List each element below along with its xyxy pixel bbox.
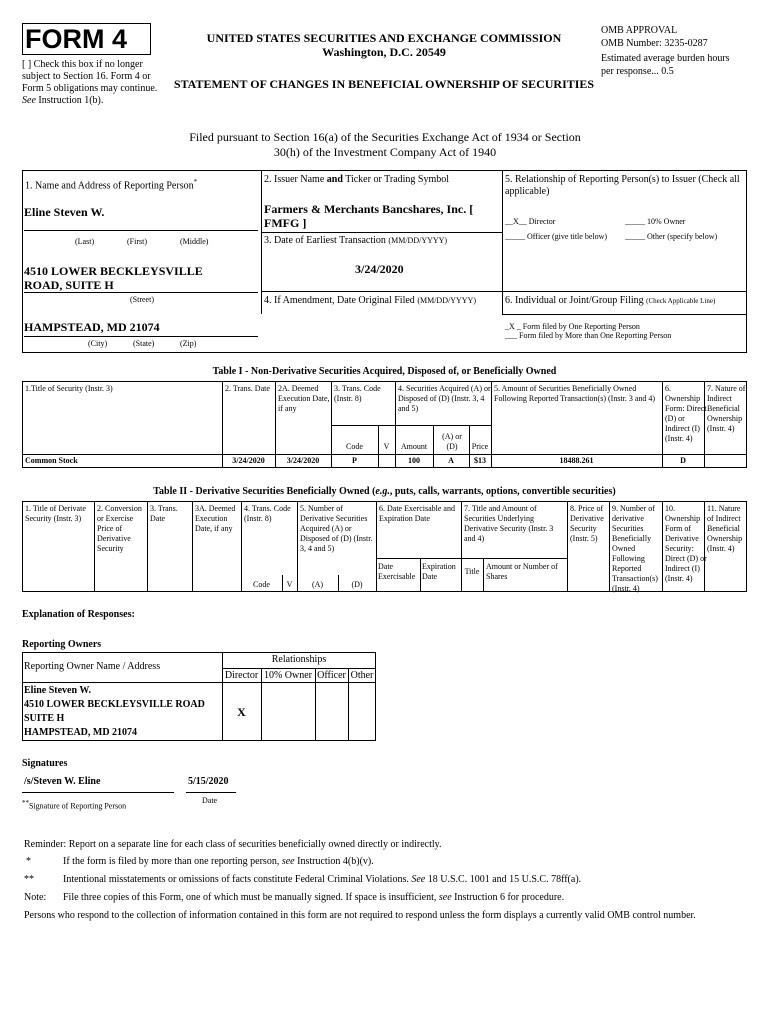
filing-one-person: _X _ Form filed by One Reporting Person <box>505 322 640 331</box>
t2-col-number-owned: 9. Number of derivative Securities Beneficially Owned Following Reported Transaction(s) (Instr. 4) <box>612 504 658 593</box>
reporting-person-street: 4510 LOWER BECKLEYSVILLE ROAD, SUITE H <box>24 264 203 292</box>
t2-sub-d: (D) <box>351 580 363 589</box>
t1-row-code: P <box>352 456 357 465</box>
t1-row-ownership-form: D <box>680 456 686 465</box>
ro-col-ten-pct: 10% Owner <box>263 670 313 681</box>
ro-owner-address-3: HAMPSTEAD, MD 21074 <box>24 727 138 738</box>
t1-col-amount-owned: 5. Amount of Securities Beneficially Owned Following Reported Transaction(s) (Instr. 3 and 4) <box>494 384 656 403</box>
t2-col-trans-date: 3. Trans. Date <box>150 504 178 523</box>
t2-col-price: 8. Price of Derivative Security (Instr. 5) <box>570 504 604 543</box>
t1-row-title: Common Stock <box>25 456 78 465</box>
t1-row-deemed-date: 3/24/2020 <box>286 456 320 465</box>
footnote-double-star: Intentional misstatements or omissions of facts constitute Federal Criminal Violations. See 18 U.S.C. 1001 and 15 U.S.C. 78ff(a). <box>63 874 582 885</box>
ro-col-relationships: Relationships <box>271 654 327 665</box>
box4-label: 4. If Amendment, Date Original Filed (MM/DD/YYYY) <box>264 295 476 306</box>
box2-label: 2. Issuer Name and Ticker or Trading Symbol <box>264 174 450 185</box>
t1-col-nature: 7. Nature of Indirect Beneficial Ownership (Instr. 4) <box>707 384 746 433</box>
t1-row-amount-owned: 18488.261 <box>559 456 594 465</box>
omb-control-notice: Persons who respond to the collection of information contained in this form are not required to respond unless the form displays a currently valid OMB control number. <box>24 910 696 921</box>
t1-col-trans-date: 2. Trans. Date <box>225 384 270 393</box>
city-label: (City) <box>88 339 108 348</box>
filing-more-persons: ___ Form filed by More than One Reporting Person <box>505 331 672 340</box>
t1-col-acquired-disposed: 4. Securities Acquired (A) or Disposed of (D) (Instr. 3, 4 and 5) <box>398 384 491 413</box>
t1-sub-v: V <box>383 442 390 451</box>
t1-sub-amount: Amount <box>400 442 428 451</box>
ro-owner-name: Eline Steven W. <box>24 685 91 696</box>
ro-director-mark: X <box>237 705 246 719</box>
omb-number: OMB Number: 3235-0287 <box>601 38 708 49</box>
table1-title: Table I - Non-Derivative Securities Acquired, Disposed of, or Beneficially Owned <box>212 366 557 377</box>
box1-label: 1. Name and Address of Reporting Person* <box>25 178 198 192</box>
signatures-heading: Signatures <box>22 758 68 769</box>
date-label: Date <box>202 796 218 805</box>
t1-row-amount: 100 <box>408 456 420 465</box>
t1-col-title: 1.Title of Security (Instr. 3) <box>25 384 113 393</box>
ro-col-name: Reporting Owner Name / Address <box>24 661 161 672</box>
box3-label: 3. Date of Earliest Transaction (MM/DD/YYYY) <box>264 235 448 246</box>
t2-sub-a: (A) <box>311 580 324 589</box>
footnote-note-mark: Note: <box>24 892 47 903</box>
box6-label: 6. Individual or Joint/Group Filing (Check Applicable Line) <box>505 295 716 306</box>
statement-title: STATEMENT OF CHANGES IN BENEFICIAL OWNERSHIP OF SECURITIES <box>173 77 595 91</box>
reporting-person-name: Eline Steven W. <box>24 205 105 219</box>
filed-pursuant: Filed pursuant to Section 16(a) of the Securities Exchange Act of 1934 or Section 30(h) of the Investment Company Act of 1940 <box>189 130 581 159</box>
omb-burden: Estimated average burden hours per response... 0.5 <box>601 53 730 77</box>
t2-col-deemed-date: 3A. Deemed Execution Date, if any <box>195 504 236 533</box>
footnote-star-mark: * <box>26 856 31 867</box>
t2-col-underlying: 7. Title and Amount of Securities Underlying Derivative Security (Instr. 3 and 4) <box>464 504 554 543</box>
reporting-person-city: HAMPSTEAD, MD 21074 <box>24 320 160 334</box>
zip-label: (Zip) <box>180 339 197 348</box>
section16-checkbox-text: [ ] Check this box if no longer subject to Section 16. Form 4 or Form 5 obligations may continue. See Instruction 1(b). <box>22 59 158 106</box>
relationship-ten-pct-owner: _____ 10% Owner <box>625 217 686 226</box>
ro-col-other: Other <box>350 670 374 681</box>
t2-sub-code: Code <box>253 580 270 589</box>
t2-col-trans-code: 4. Trans. Code (Instr. 8) <box>244 504 291 523</box>
form-title: FORM 4 <box>25 24 128 54</box>
t2-sub-v: V <box>286 580 293 589</box>
ro-owner-address-2: SUITE H <box>24 713 65 724</box>
footnote-note: File three copies of this Form, one of which must be manually signed. If space is insufficient, see Instruction 6 for procedure. <box>63 892 565 903</box>
ro-owner-address-1: 4510 LOWER BECKLEYSVILLE ROAD <box>24 699 205 710</box>
t1-row-a-or-d: A <box>448 456 454 465</box>
t2-col-ownership-form: 10. Ownership Form of Derivative Security: Direct (D) or Indirect (I) (Instr. 4) <box>665 504 707 583</box>
street-label: (Street) <box>130 295 154 304</box>
signer-name: /s/Steven W. Eline <box>24 776 101 787</box>
t1-col-trans-code: 3. Trans. Code (Instr. 8) <box>334 384 381 403</box>
table2-title: Table II - Derivative Securities Beneficially Owned (e.g., puts, calls, warrants, options, convertible securities) <box>153 486 616 497</box>
relationship-director: __X__ Director <box>505 217 556 226</box>
relationship-other: _____ Other (specify below) <box>625 232 718 241</box>
signature-label: **Signature of Reporting Person <box>22 799 127 811</box>
footnote-star: If the form is filed by more than one reporting person, see Instruction 4(b)(v). <box>63 856 374 867</box>
t2-sub-amount: Amount or Number of Shares <box>486 562 558 581</box>
t1-row-trans-date: 3/24/2020 <box>232 456 265 465</box>
agency-location: Washington, D.C. 20549 <box>322 45 446 59</box>
t1-sub-code: Code <box>346 442 363 451</box>
signature-date: 5/15/2020 <box>188 776 229 787</box>
t2-col-title: 1. Title of Derivate Security (Instr. 3) <box>25 504 86 523</box>
t2-col-number-derivative: 5. Number of Derivative Securities Acquired (A) or Disposed of (D) (Instr. 3, 4 and 5) <box>300 504 373 553</box>
footnote-double-star-mark: ** <box>24 874 34 885</box>
explanation-heading: Explanation of Responses: <box>22 609 135 620</box>
last-label: (Last) <box>75 237 95 246</box>
box5-label: 5. Relationship of Reporting Person(s) to Issuer (Check all applicable) <box>505 174 740 197</box>
t2-sub-expiration: Expiration Date <box>422 562 456 581</box>
agency-name: UNITED STATES SECURITIES AND EXCHANGE COMMISSION <box>206 31 562 45</box>
ro-col-director: Director <box>224 670 259 681</box>
t2-col-nature: 11. Nature of Indirect Beneficial Ownership (Instr. 4) <box>707 504 743 553</box>
state-label: (State) <box>133 339 155 348</box>
t1-col-ownership-form: 6. Ownership Form: Direct (D) or Indirect (I) (Instr. 4) <box>665 384 707 443</box>
omb-approval: OMB APPROVAL <box>601 25 678 36</box>
ro-col-officer: Officer <box>317 670 346 681</box>
earliest-transaction-date: 3/24/2020 <box>355 262 404 276</box>
t2-col-date-exercisable: 6. Date Exercisable and Expiration Date <box>379 504 455 523</box>
t2-sub-date-exercisable: Date Exercisable <box>378 562 416 581</box>
t1-sub-price: Price <box>471 442 489 451</box>
middle-label: (Middle) <box>180 237 209 246</box>
t1-row-price: $13 <box>474 456 486 465</box>
reporting-owners-heading: Reporting Owners <box>22 639 102 650</box>
t2-sub-title: Title <box>464 567 480 576</box>
t1-col-deemed-date: 2A. Deemed Execution Date, if any <box>278 384 330 413</box>
issuer-name: Farmers & Merchants Bancshares, Inc. [ FMFG ] <box>264 202 474 230</box>
t2-col-conversion-price: 2. Conversion or Exercise Price of Derivative Security <box>97 504 142 553</box>
relationship-officer: _____ Officer (give title below) <box>505 232 608 241</box>
first-label: (First) <box>127 237 147 246</box>
t1-sub-a-or-d: (A) or (D) <box>442 432 462 451</box>
reminder-note: Reminder: Report on a separate line for each class of securities beneficially owned directly or indirectly. <box>24 839 442 850</box>
